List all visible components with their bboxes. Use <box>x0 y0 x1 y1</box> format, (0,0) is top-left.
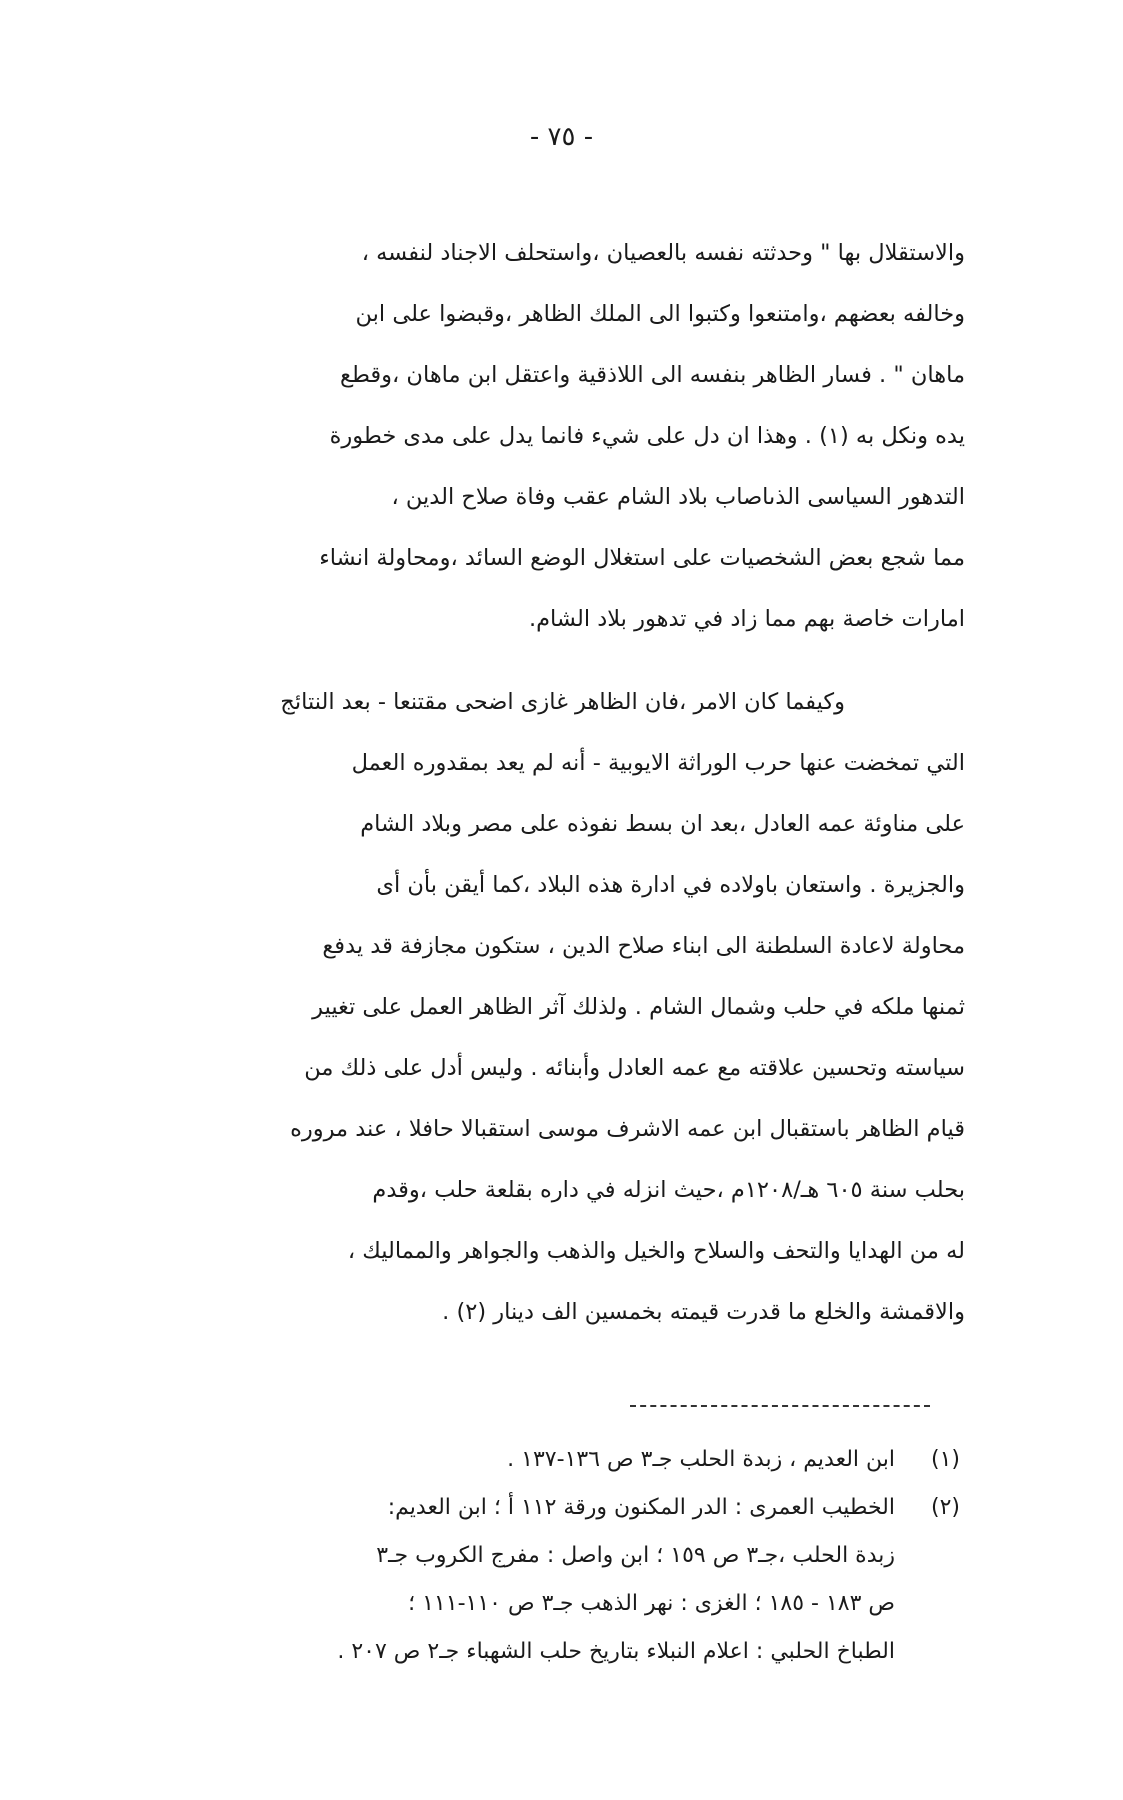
footnote-line: ابن العديم ، زبدة الحلب جـ٣ ص ١٣٦-١٣٧ . <box>507 1447 895 1472</box>
text-line: بحلب سنة ٦٠٥ هـ/١٢٠٨م ،حيث انزله في داره بقلعة حلب ،وقدم <box>372 1177 965 1203</box>
paragraph-2 <box>130 672 965 1343</box>
footnote-body <box>90 1484 895 1676</box>
paragraph-1 <box>130 223 965 650</box>
page-number: - ٧٥ - <box>529 122 594 152</box>
text-line: التدهور السياسى الذىاصاب بلاد الشام عقب وفاة صلاح الدين ، <box>391 484 965 510</box>
text-line: وخالفه بعضهم ،وامتنعوا وكتبوا الى الملك الظاهر ،وقبضوا على ابن <box>355 301 965 327</box>
text-line: يده ونكل به (١) . وهذا ان دل على شيء فانما يدل على مدى خطورة <box>329 423 965 449</box>
footnote-line: ص ١٨٣ - ١٨٥ ؛ الغزى : نهر الذهب جـ٣ ص ١١٠-١١١ ؛ <box>408 1591 895 1616</box>
text-line: سياسته وتحسين علاقته مع عمه العادل وأبنائه . وليس أدل على ذلك من <box>304 1055 965 1081</box>
footnote-line: الطباخ الحلبي : اعلام النبلاء بتاريخ حلب الشهباء جـ٢ ص ٢٠٧ . <box>337 1639 895 1664</box>
text-line: والاقمشة والخلع ما قدرت قيمته بخمسين الف دينار (٢) . <box>442 1299 965 1325</box>
text-line: والجزيرة . واستعان باولاده في ادارة هذه البلاد ،كما أيقن بأن أى <box>376 872 965 898</box>
footnote-1 <box>90 1436 960 1484</box>
text-line: والاستقلال بها " وحدثته نفسه بالعصيان ،واستحلف الاجناد لنفسه ، <box>361 240 965 266</box>
footnote-separator <box>630 1405 930 1407</box>
text-line: ثمنها ملكه في حلب وشمال الشام . ولذلك آثر الظاهر العمل على تغيير <box>312 994 965 1020</box>
text-line: له من الهدايا والتحف والسلاح والخيل والذهب والجواهر والمماليك ، <box>347 1238 965 1264</box>
text-line: محاولة لاعادة السلطنة الى ابناء صلاح الدين ، ستكون مجازفة قد يدفع <box>322 933 965 959</box>
text-line: ماهان " . فسار الظاهر بنفسه الى اللاذقية واعتقل ابن ماهان ،وقطع <box>339 362 965 388</box>
footnote-body <box>90 1436 895 1484</box>
text-line: التي تمخضت عنها حرب الوراثة الايوبية - أنه لم يعد بمقدوره العمل <box>351 750 965 776</box>
text-line: مما شجع بعض الشخصيات على استغلال الوضع السائد ،ومحاولة انشاء <box>319 545 965 571</box>
text-line: قيام الظاهر باستقبال ابن عمه الاشرف موسى استقبالا حافلا ، عند مروره <box>290 1116 965 1142</box>
footnote-2 <box>90 1484 960 1676</box>
text-line: امارات خاصة بهم مما زاد في تدهور بلاد الشام. <box>528 606 965 632</box>
footnote-number: (٢) <box>930 1495 960 1520</box>
footnote-line: الخطيب العمرى : الدر المكنون ورقة ١١٢ أ ؛ ابن العديم: <box>387 1495 895 1520</box>
footnote-number: (١) <box>930 1447 960 1472</box>
footnotes <box>90 1436 960 1676</box>
text-line: وكيفما كان الامر ،فان الظاهر غازى اضحى مقتنعا - بعد النتائج <box>280 689 845 715</box>
text-line: على مناوئة عمه العادل ،بعد ان بسط نفوذه على مصر وبلاد الشام <box>360 811 965 837</box>
footnote-line: زبدة الحلب ،جـ٣ ص ١٥٩ ؛ ابن واصل : مفرج الكروب جـ٣ <box>376 1543 895 1568</box>
